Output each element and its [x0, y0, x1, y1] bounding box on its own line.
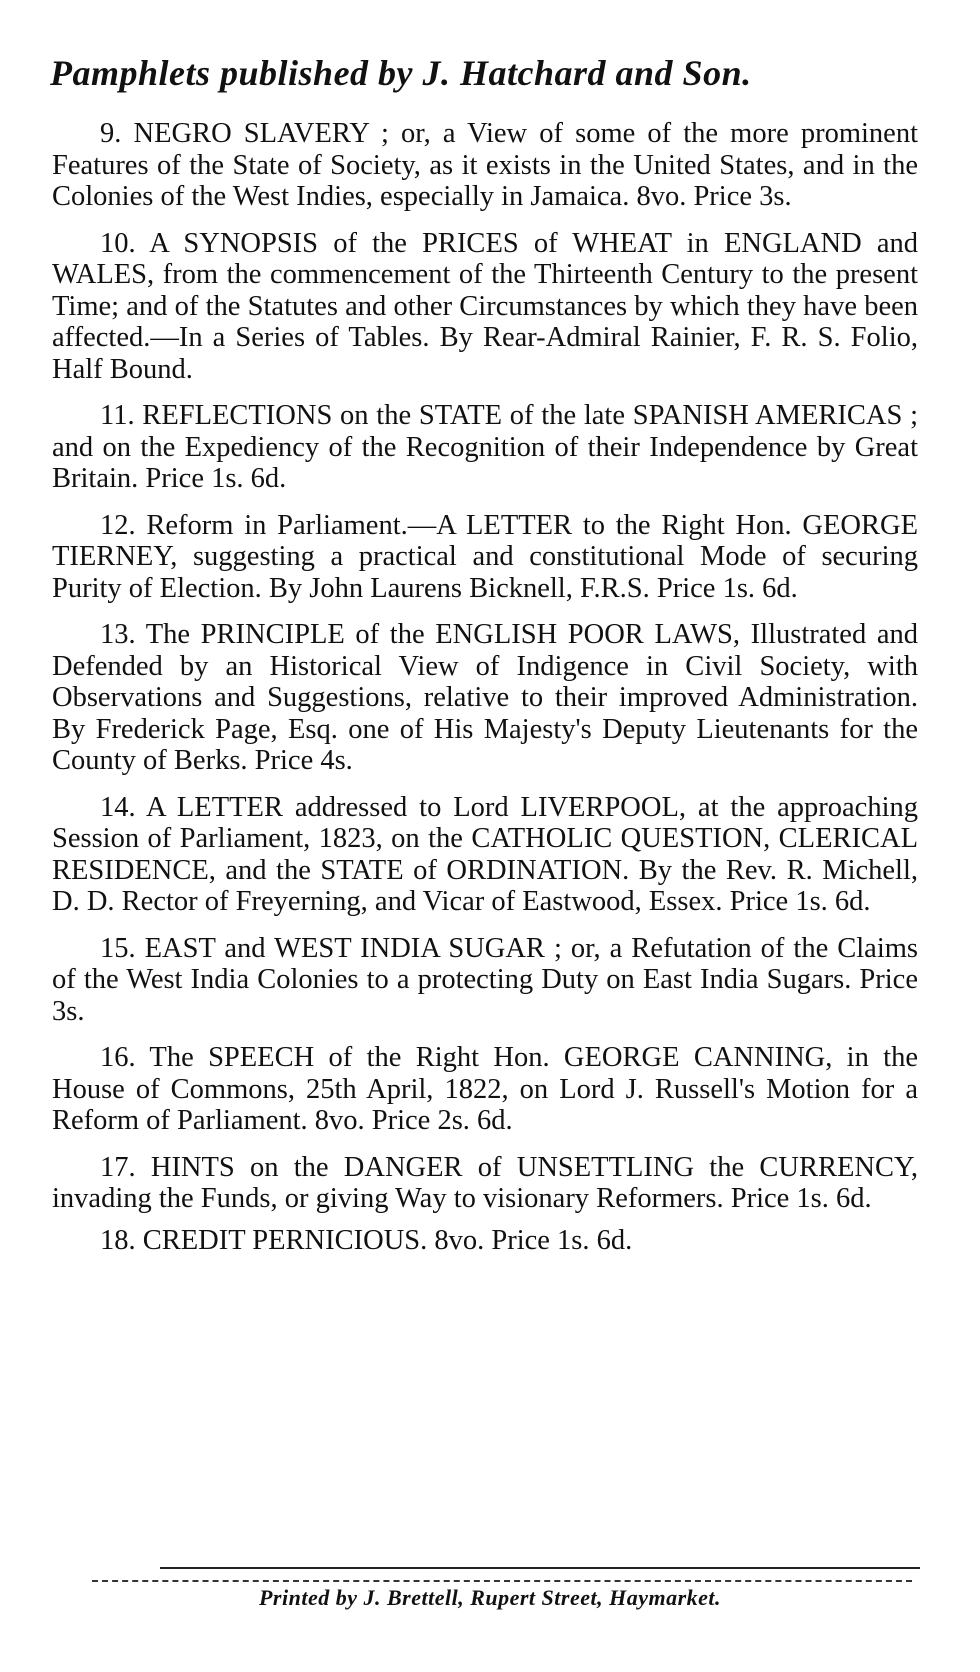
pamphlet-entry-14: 14. A LETTER addressed to Lord LIVERPOOL, at the approaching Session of Parliament, 1823, on the CATHOLIC QUESTION, CLERICAL RESIDENCE, and the STATE of ORDINATION. By the Rev. R. Michell, D. D. Rector of Freyerning, and Vicar of Eastwood, Essex. Price 1s. 6d. [52, 791, 918, 917]
pamphlet-entry-10: 10. A SYNOPSIS of the PRICES of WHEAT in ENGLAND and WALES, from the commencement of the Thirteenth Century to the present Time; and of the Statutes and other Circumstances by which they have been affected.—In a Series of Tables. By Rear-Admiral Rainier, F. R. S. Folio, Half Bound. [52, 227, 918, 385]
pamphlet-entry-12: 12. Reform in Parliament.—A LETTER to the Right Hon. GEORGE TIERNEY, suggesting a practical and constitutional Mode of securing Purity of Election. By John Laurens Bicknell, F.R.S. Price 1s. 6d. [52, 509, 918, 604]
pamphlet-entry-13: 13. The PRINCIPLE of the ENGLISH POOR LAWS, Illustrated and Defended by an Historical View of Indigence in Civil Society, with Observations and Suggestions, relative to their improved Administration. By Frederick Page, Esq. one of His Majesty's Deputy Lieutenants for the County of Berks. Price 4s. [52, 619, 918, 776]
footer-dashed-rule [92, 1580, 912, 1582]
pamphlet-entry-11: 11. REFLECTIONS on the STATE of the late SPANISH AMERICAS ; and on the Expediency of the Recognition of their Independence by Great Britain. Price 1s. 6d. [52, 400, 918, 494]
pamphlet-entry-17: 17. HINTS on the DANGER of UNSETTLING the CURRENCY, invading the Funds, or giving Way to visionary Reformers. Price 1s. 6d. [52, 1151, 918, 1214]
pamphlet-entry-15: 15. EAST and WEST INDIA SUGAR ; or, a Refutation of the Claims of the West India Colonies to a protecting Duty on East India Sugars. Price 3s. [52, 932, 918, 1027]
pamphlet-entry-18: 18. CREDIT PERNICIOUS. 8vo. Price 1s. 6d. [100, 1224, 633, 1256]
page-heading: Pamphlets published by J. Hatchard and Son. [50, 53, 752, 93]
pamphlet-entry-9: 9. NEGRO SLAVERY ; or, a View of some of the more prominent Features of the State of Society, as it exists in the United States, and in the Colonies of the West Indies, especially in Jamaica. 8vo. Price 3s. [52, 118, 918, 212]
pamphlet-entry-16: 16. The SPEECH of the Right Hon. GEORGE CANNING, in the House of Commons, 25th April, 1822, on Lord J. Russell's Motion for a Reform of Parliament. 8vo. Price 2s. 6d. [52, 1042, 918, 1136]
pamphlet-list [52, 118, 918, 1271]
footer-rule [160, 1567, 920, 1569]
printer-imprint: Printed by J. Brettell, Rupert Street, Haymarket. [258, 1585, 722, 1610]
